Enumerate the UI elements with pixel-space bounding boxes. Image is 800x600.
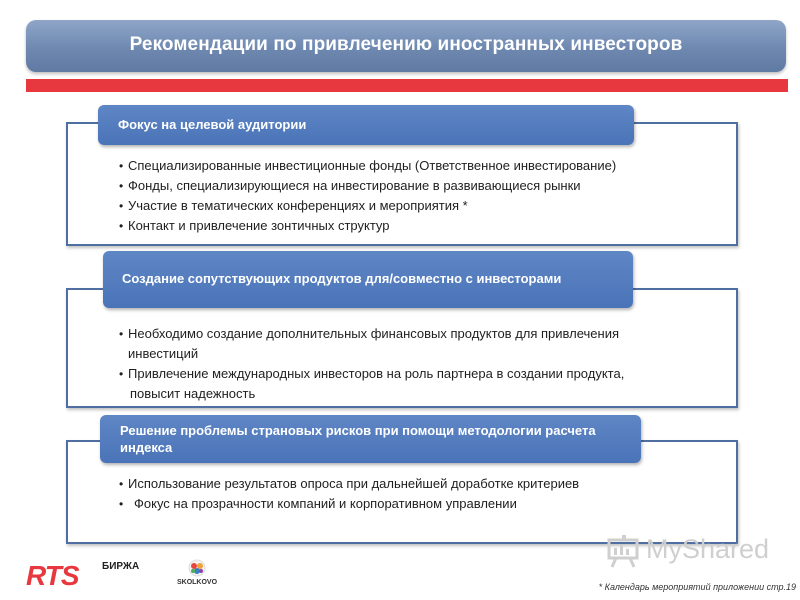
- list-item-line: • Привлечение международных инвесторов на роль партнера в создании продукта,: [128, 366, 625, 381]
- title-bar: [26, 20, 786, 72]
- list-item: • Участие в тематических конференциях и мероприятия *: [118, 196, 616, 216]
- section-heading-text: Решение проблемы страновых рисков при помощи методологии расчета: [120, 423, 596, 438]
- section-heading-products: [103, 251, 633, 308]
- bullet-list: [118, 324, 718, 404]
- watermark-text: MyShared: [646, 534, 770, 564]
- list-item: • Фонды, специализирующиеся на инвестирование в развивающиеся рынки: [118, 176, 616, 196]
- section-heading-risks: [100, 415, 641, 463]
- accent-stripe: [26, 79, 788, 92]
- section-heading-text: Создание сопутствующих продуктов для/совместно с инвесторами: [122, 271, 562, 286]
- bullet-list: [118, 156, 616, 236]
- list-item: • Специализированные инвестиционные фонды (Ответственное инвестирование): [118, 156, 616, 176]
- list-item-line: инвестиций: [128, 346, 199, 361]
- page-title: Рекомендации по привлечению иностранных инвесторов: [129, 34, 683, 55]
- skolkovo-logo-text: SKOLKOVO: [176, 579, 218, 586]
- section-heading-text: индекса: [120, 440, 173, 455]
- list-item: • Контакт и привлечение зонтичных структур: [118, 216, 616, 236]
- list-item: [118, 364, 718, 404]
- list-item: • Фокус на прозрачности компаний и корпоративном управлении: [118, 494, 579, 514]
- presentation-board-icon: [606, 534, 642, 568]
- list-item: • Использование результатов опроса при дальнейшей доработке критериев: [118, 474, 579, 494]
- section-heading-audience: [98, 105, 634, 145]
- rts-logo-subtitle: БИРЖА: [102, 561, 140, 572]
- rts-logo: [26, 560, 140, 591]
- skolkovo-logo-icon: [172, 558, 222, 594]
- bullet-list: [118, 474, 579, 514]
- footnote: * Календарь мероприятий приложении стр.19: [598, 582, 796, 592]
- rts-logo-text: RTS: [26, 560, 79, 591]
- list-item-line: • Необходимо создание дополнительных финансовых продуктов для привлечения: [128, 326, 620, 341]
- watermark: [606, 534, 770, 568]
- section-heading-text: Фокус на целевой аудитории: [118, 117, 307, 132]
- list-item-line: повысит надежность: [130, 386, 256, 401]
- list-item: [118, 324, 718, 364]
